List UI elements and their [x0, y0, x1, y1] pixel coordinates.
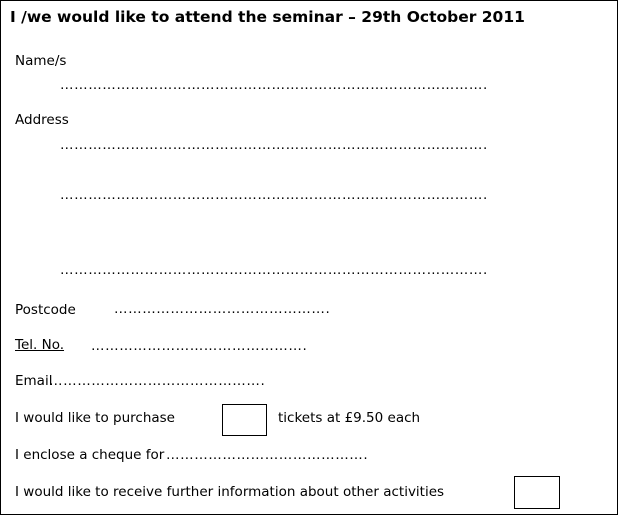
address-input-line-3[interactable]: ……………………………………………………………………………….: [60, 262, 488, 278]
email-input-line[interactable]: ……………………………………….: [49, 373, 266, 389]
postcode-input-line[interactable]: ……………………………………….: [114, 301, 331, 317]
email-label: Email: [15, 373, 53, 389]
telephone-label: Tel. No.: [15, 337, 65, 353]
cheque-label: I enclose a cheque for: [15, 447, 165, 463]
postcode-label: Postcode: [15, 302, 76, 318]
names-input-line[interactable]: ……………………………………………………………………………….: [60, 77, 488, 93]
ticket-quantity-box[interactable]: [222, 404, 267, 436]
cheque-amount-line[interactable]: …………………………………….: [166, 447, 369, 463]
form-title: I /we would like to attend the seminar – 29th October 2011: [10, 8, 525, 26]
telephone-input-line[interactable]: ……………………………………….: [91, 338, 308, 354]
names-label: Name/s: [15, 53, 67, 69]
further-info-label: I would like to receive further information about other activities: [15, 484, 445, 500]
purchase-label: I would like to purchase: [15, 410, 175, 426]
address-input-line-2[interactable]: ……………………………………………………………………………….: [60, 187, 488, 203]
further-info-checkbox[interactable]: [514, 476, 560, 509]
purchase-price-label: tickets at £9.50 each: [278, 410, 421, 426]
address-label: Address: [15, 112, 69, 128]
address-input-line-1[interactable]: ……………………………………………………………………………….: [60, 137, 488, 153]
